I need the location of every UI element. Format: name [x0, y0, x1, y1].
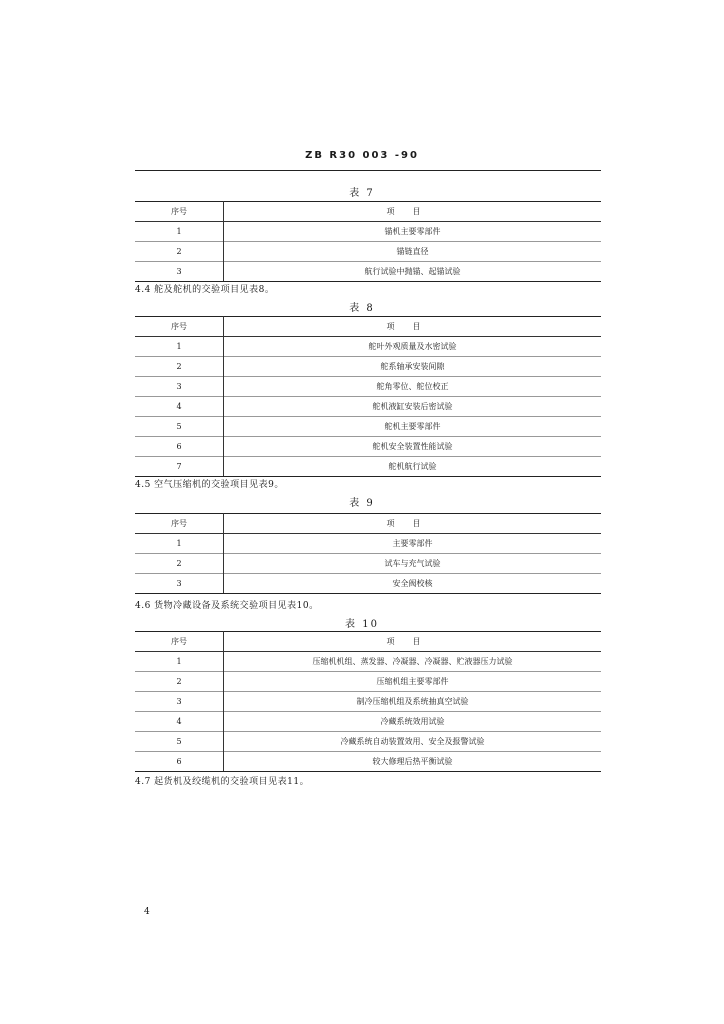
row-item: 舵系轴承安装间隙: [224, 357, 602, 377]
row-item: 舵机航行试验: [224, 457, 602, 477]
row-no: 4: [135, 397, 224, 417]
table-row: [135, 574, 601, 594]
table-row: [135, 337, 601, 357]
row-no: 3: [135, 692, 224, 712]
table8-caption: 表 8: [349, 303, 375, 314]
row-no: 2: [135, 554, 224, 574]
table-row: [135, 397, 601, 417]
document-header: ZB R30 003 -90: [305, 150, 419, 161]
table9-col-item: 项目: [224, 514, 602, 534]
page-number: 4: [144, 907, 150, 917]
header-rule: [135, 170, 601, 171]
table10: [135, 631, 601, 772]
row-item: 主要零部件: [392, 539, 433, 548]
row-item: 冷藏系统自动装置效用、安全及报警试验: [224, 732, 602, 752]
table-row: [135, 357, 601, 377]
table-row: [135, 652, 601, 672]
table7-col-no: 序号: [135, 202, 224, 222]
table-row: [135, 262, 601, 282]
table7: [135, 201, 601, 282]
table8-col-item: 项目: [224, 317, 602, 337]
table9: [135, 513, 601, 594]
table10-header-row: [135, 632, 601, 652]
table-row: [135, 242, 601, 262]
table-row: [135, 672, 601, 692]
row-item: 锚链直径: [224, 242, 602, 262]
table8-header-row: [135, 317, 601, 337]
row-no: 1: [135, 652, 224, 672]
table-row: [135, 712, 601, 732]
row-item: 航行试验中抛锚、起锚试验: [224, 262, 602, 282]
section-4-4: 4.4 舵及舵机的交验项目见表8。: [135, 285, 275, 295]
row-item: 制冷压缩机组及系统抽真空试验: [224, 692, 602, 712]
table-row: [135, 554, 601, 574]
table7-caption: 表 7: [349, 188, 375, 199]
row-no: 2: [135, 242, 224, 262]
row-no: 6: [135, 437, 224, 457]
row-no: 5: [135, 732, 224, 752]
row-no: 2: [135, 672, 224, 692]
table9-col-no: 序号: [135, 514, 224, 534]
section-4-7: 4.7 起货机及绞缆机的交验项目见表11。: [135, 777, 310, 787]
section-4-6: 4.6 货物冷藏设备及系统交验项目见表10。: [135, 601, 319, 611]
table-row: [135, 222, 601, 242]
row-no: 7: [135, 457, 224, 477]
row-no: 3: [135, 377, 224, 397]
table-row: [135, 752, 601, 772]
table8-col-no: 序号: [135, 317, 224, 337]
row-item: 舵角零位、舵位校正: [224, 377, 602, 397]
table7-header-row: [135, 202, 601, 222]
row-item: 较大修理后热平衡试验: [224, 752, 602, 772]
table-row: [135, 437, 601, 457]
table8: [135, 316, 601, 477]
row-no: 4: [135, 712, 224, 732]
row-no: 6: [135, 752, 224, 772]
row-item: 舵机液缸安装后密试验: [224, 397, 602, 417]
row-item: 压缩机机组、蒸发器、冷凝器、冷凝器、贮液器压力试验: [312, 657, 513, 666]
table-row: [135, 417, 601, 437]
row-no: 1: [135, 337, 224, 357]
row-item: 舵机安全装置性能试验: [224, 437, 602, 457]
row-no: 5: [135, 417, 224, 437]
table-row: [135, 534, 601, 554]
row-item: 舵叶外观质量及水密试验: [368, 342, 457, 351]
row-item: 压缩机组主要零部件: [224, 672, 602, 692]
row-no: 3: [135, 262, 224, 282]
row-no: 1: [135, 222, 224, 242]
table-row: [135, 377, 601, 397]
row-no: 2: [135, 357, 224, 377]
table-row: [135, 692, 601, 712]
row-item: 冷藏系统效用试验: [224, 712, 602, 732]
table7-col-item: 项目: [224, 202, 602, 222]
table-row: [135, 732, 601, 752]
table10-col-no: 序号: [135, 632, 224, 652]
row-item: 锚机主要零部件: [384, 227, 441, 236]
table-row: [135, 457, 601, 477]
table9-caption: 表 9: [349, 498, 375, 509]
section-4-5: 4.5 空气压缩机的交验项目见表9。: [135, 480, 284, 490]
table10-caption: 表 10: [345, 619, 379, 630]
row-item: 安全阀校核: [224, 574, 602, 594]
row-item: 舵机主要零部件: [224, 417, 602, 437]
table9-header-row: [135, 514, 601, 534]
table10-col-item: 项目: [224, 632, 602, 652]
row-item: 试车与充气试验: [224, 554, 602, 574]
row-no: 3: [135, 574, 224, 594]
row-no: 1: [135, 534, 224, 554]
